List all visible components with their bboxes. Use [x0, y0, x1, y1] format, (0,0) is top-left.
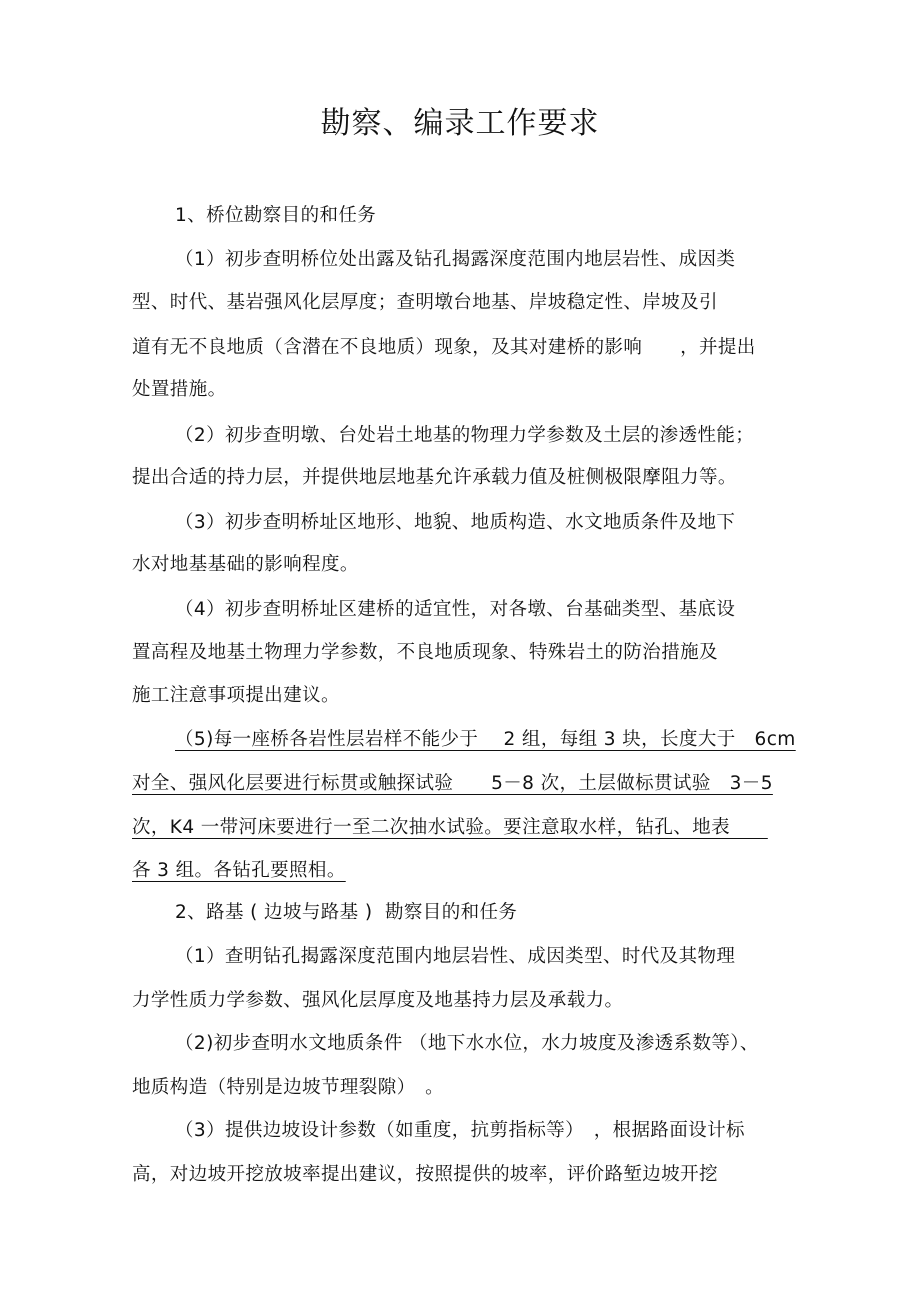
paragraph-line: （2）初步查明墩、台处岩土地基的物理力学参数及土层的渗透性能； — [175, 425, 755, 446]
underlined-line: 次，K4 一带河床要进行一至二次抽水试验。要注意取水样，钻孔、地表 — [132, 817, 768, 838]
paragraph-line: （1）查明钻孔揭露深度范围内地层岩性、成因类型、时代及其物理 — [175, 946, 736, 967]
paragraph-line: （4）初步查明桥址区建桥的适宜性，对各墩、台基础类型、基底设 — [175, 599, 736, 620]
paragraph-line: 水对地基基础的影响程度。 — [132, 554, 359, 575]
paragraph-line: （1）初步查明桥位处出露及钻孔揭露深度范围内地层岩性、成因类 — [175, 249, 736, 270]
paragraph-line: （3）提供边坡设计参数（如重度，抗剪指标等） ，根据路面设计标 — [175, 1120, 745, 1141]
section-2-heading: 2、路基 ( 边坡与路基 ) 勘察目的和任务 — [175, 902, 518, 923]
underlined-line: 对全、强风化层要进行标贯或触探试验 5－8 次，土层做标贯试验 3－5 — [132, 773, 773, 794]
underlined-line: （5)每一座桥各岩性层岩样不能少于 2 组，每组 3 块，长度大于 6cm — [175, 729, 796, 750]
paragraph-line: （3）初步查明桥址区地形、地貌、地质构造、水文地质条件及地下 — [175, 512, 736, 533]
paragraph-line: 施工注意事项提出建议。 — [132, 685, 340, 706]
paragraph-line: 力学性质力学参数、强风化层厚度及地基持力层及承载力。 — [132, 990, 624, 1011]
paragraph-line: 提出合适的持力层，并提供地层地基允许承载力值及桩侧极限摩阻力等。 — [132, 467, 737, 488]
paragraph-line: 置高程及地基土物理力学参数，不良地质现象、特殊岩土的防治措施及 — [132, 642, 718, 663]
document-title: 勘察、编录工作要求 — [320, 106, 600, 141]
paragraph-line: 型、时代、基岩强风化层厚度；查明墩台地基、岸坡稳定性、岸坡及引 — [132, 292, 718, 313]
paragraph-line: 高，对边坡开挖放坡率提出建议，按照提供的坡率，评价路堑边坡开挖 — [132, 1164, 718, 1185]
paragraph-line: 地质构造（特别是边坡节理裂隙） 。 — [132, 1077, 445, 1098]
paragraph-line: 道有无不良地质（含潜在不良地质）现象，及其对建桥的影响 ，并提出 — [132, 337, 756, 358]
underlined-line: 各 3 组。各钻孔要照相。 — [132, 860, 346, 881]
paragraph-line: 处置措施。 — [132, 379, 227, 400]
section-1-heading: 1、桥位勘察目的和任务 — [175, 205, 377, 226]
paragraph-line: （2)初步查明水文地质条件 （地下水水位，水力坡度及渗透系数等）、 — [175, 1033, 759, 1054]
